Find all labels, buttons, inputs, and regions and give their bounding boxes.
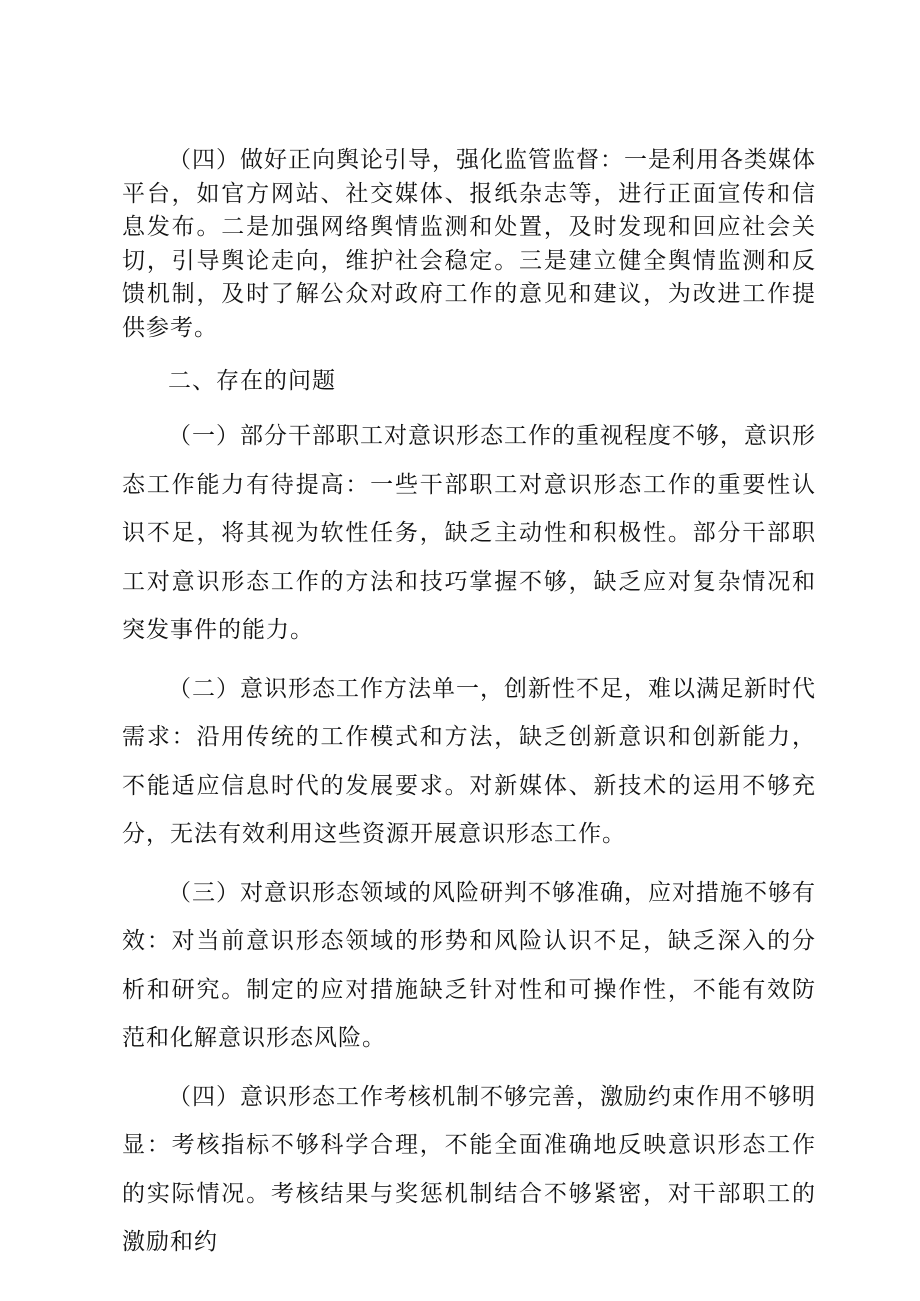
paragraph-problem-3: （三）对意识形态领域的风险研判不够准确，应对措施不够有效：对当前意识形态领域的形势和风险认识不足，缺乏深入的分析和研究。制定的应对措施缺乏针对性和可操作性，不能有效防范和化解意识形态风险。 (122, 879, 816, 1051)
document-body (122, 144, 816, 1277)
paragraph-problem-4: （四）意识形态工作考核机制不够完善，激励约束作用不够明显：考核指标不够科学合理，不能全面准确地反映意识形态工作的实际情况。考核结果与奖惩机制结合不够紧密，对干部职工的激励和约 (122, 1083, 816, 1255)
section-heading-existing-problems: 二、存在的问题 (168, 368, 336, 394)
paragraph-public-opinion-guidance: （四）做好正向舆论引导，强化监管监督：一是利用各类媒体平台，如官方网站、社交媒体、报纸杂志等，进行正面宣传和信息发布。二是加强网络舆情监测和处置，及时发现和回应社会关切，引导舆论走向，维护社会稳定。三是建立健全舆情监测和反馈机制，及时了解公众对政府工作的意见和建议，为改进工作提供参考。 (122, 147, 816, 341)
paragraph-problem-2: （二）意识形态工作方法单一，创新性不足，难以满足新时代需求：沿用传统的工作模式和方法，缺乏创新意识和创新能力，不能适应信息时代的发展要求。对新媒体、新技术的运用不够充分，无法有效利用这些资源开展意识形态工作。 (122, 675, 816, 847)
paragraph-problem-1: （一）部分干部职工对意识形态工作的重视程度不够，意识形态工作能力有待提高：一些干部职工对意识形态工作的重要性认识不足，将其视为软性任务，缺乏主动性和积极性。部分干部职工对意识形态工作的方法和技巧掌握不够，缺乏应对复杂情况和突发事件的能力。 (122, 423, 816, 643)
